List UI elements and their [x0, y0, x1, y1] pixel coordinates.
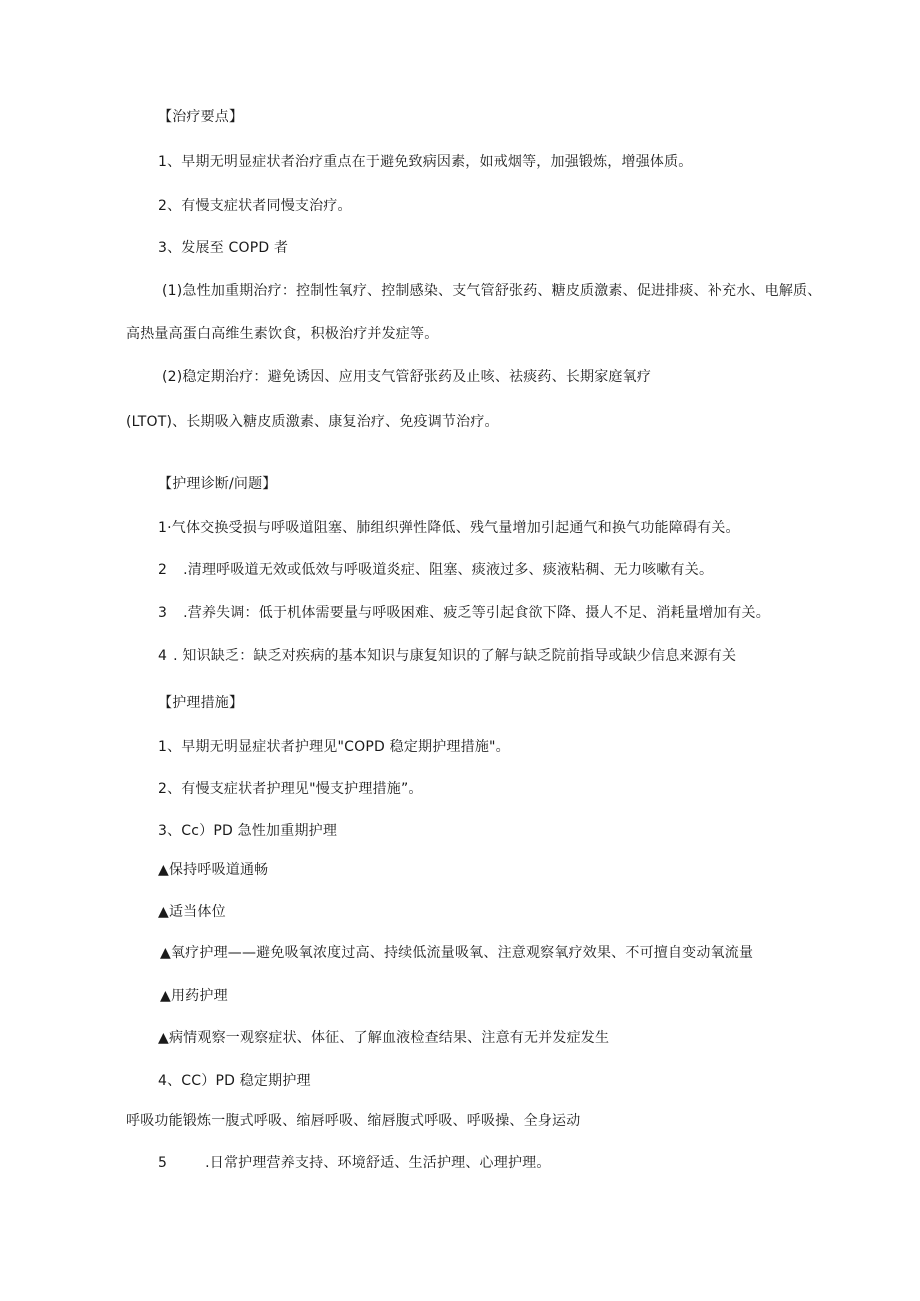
treatment-sub-2-line-1: (2)稳定期治疗：避免诱因、应用支气管舒张药及止咳、祛痰药、长期家庭氧疗 — [162, 369, 652, 385]
measures-item-4-detail: 呼吸功能锻炼一腹式呼吸、缩唇呼吸、缩唇腹式呼吸、呼吸操、全身运动 — [126, 1113, 581, 1129]
treatment-heading: 【治疗要点】 — [158, 109, 244, 125]
diagnosis-item-4-text: . 知识缺乏：缺乏对疾病的基本知识与康复知识的了解与缺乏院前指导或缺少信息来源有关 — [173, 648, 737, 664]
measures-bullet-5: ▲病情观察一观察症状、体征、了解血液检查结果、注意有无并发症发生 — [158, 1030, 610, 1046]
treatment-item-3: 3、发展至 COPD 者 — [158, 240, 289, 256]
diagnosis-item-4 — [158, 647, 736, 665]
treatment-sub-2-line-2: (LTOT)、长期吸入糖皮质激素、康复治疗、免疫调节治疗。 — [126, 414, 499, 430]
diagnosis-item-3 — [158, 604, 770, 622]
diagnosis-item-2-number: 2 — [158, 562, 168, 578]
diagnosis-item-2-text: .清理呼吸道无效或低效与呼吸道炎症、阻塞、痰液过多、痰液粘稠、无力咳嗽有关。 — [183, 562, 714, 578]
diagnosis-item-2 — [158, 561, 713, 579]
measures-item-5-text: .日常护理营养支持、环境舒适、生活护理、心理护理。 — [205, 1155, 551, 1171]
treatment-sub-1-line-1: (1)急性加重期治疗：控制性氧疗、控制感染、支气管舒张药、糖皮质激素、促进排痰、补充水、电解质、 — [162, 283, 822, 299]
measures-bullet-4: ▲用药护理 — [160, 988, 228, 1004]
measures-item-1: 1、早期无明显症状者护理见"COPD 稳定期护理措施"。 — [158, 739, 510, 755]
diagnosis-heading: 【护理诊断/问题】 — [158, 476, 277, 492]
treatment-item-1: 1、早期无明显症状者治疗重点在于避免致病因素，如戒烟等，加强锻炼，增强体质。 — [158, 154, 693, 170]
measures-item-3: 3、Cc）PD 急性加重期护理 — [158, 823, 338, 839]
diagnosis-item-1: 1·气体交换受损与呼吸道阻塞、肺组织弹性降低、残气量增加引起通气和换气功能障碍有关。 — [158, 520, 740, 536]
measures-item-2: 2、有慢支症状者护理见"慢支护理措施”。 — [158, 781, 423, 797]
measures-bullet-1: ▲保持呼吸道通畅 — [158, 862, 269, 878]
diagnosis-item-3-number: 3 — [158, 605, 168, 621]
diagnosis-item-3-text: .营养失调：低于机体需要量与呼吸困难、疲乏等引起食欲下降、摄人不足、消耗量增加有关。 — [183, 605, 770, 621]
measures-item-5 — [158, 1154, 551, 1172]
measures-item-4: 4、CC）PD 稳定期护理 — [158, 1073, 311, 1089]
measures-heading: 【护理措施】 — [158, 695, 244, 711]
treatment-item-2: 2、有慢支症状者同慢支治疗。 — [158, 198, 352, 214]
measures-bullet-3: ▲氧疗护理——避免吸氧浓度过高、持续低流量吸氧、注意观察氧疗效果、不可擅自变动氧流量 — [160, 945, 754, 961]
treatment-sub-1-line-2: 高热量高蛋白高维生素饮食，积极治疗并发症等。 — [126, 326, 439, 342]
measures-item-5-number: 5 — [158, 1155, 168, 1171]
measures-bullet-2: ▲适当体位 — [158, 904, 226, 920]
diagnosis-item-4-number: 4 — [158, 648, 168, 664]
